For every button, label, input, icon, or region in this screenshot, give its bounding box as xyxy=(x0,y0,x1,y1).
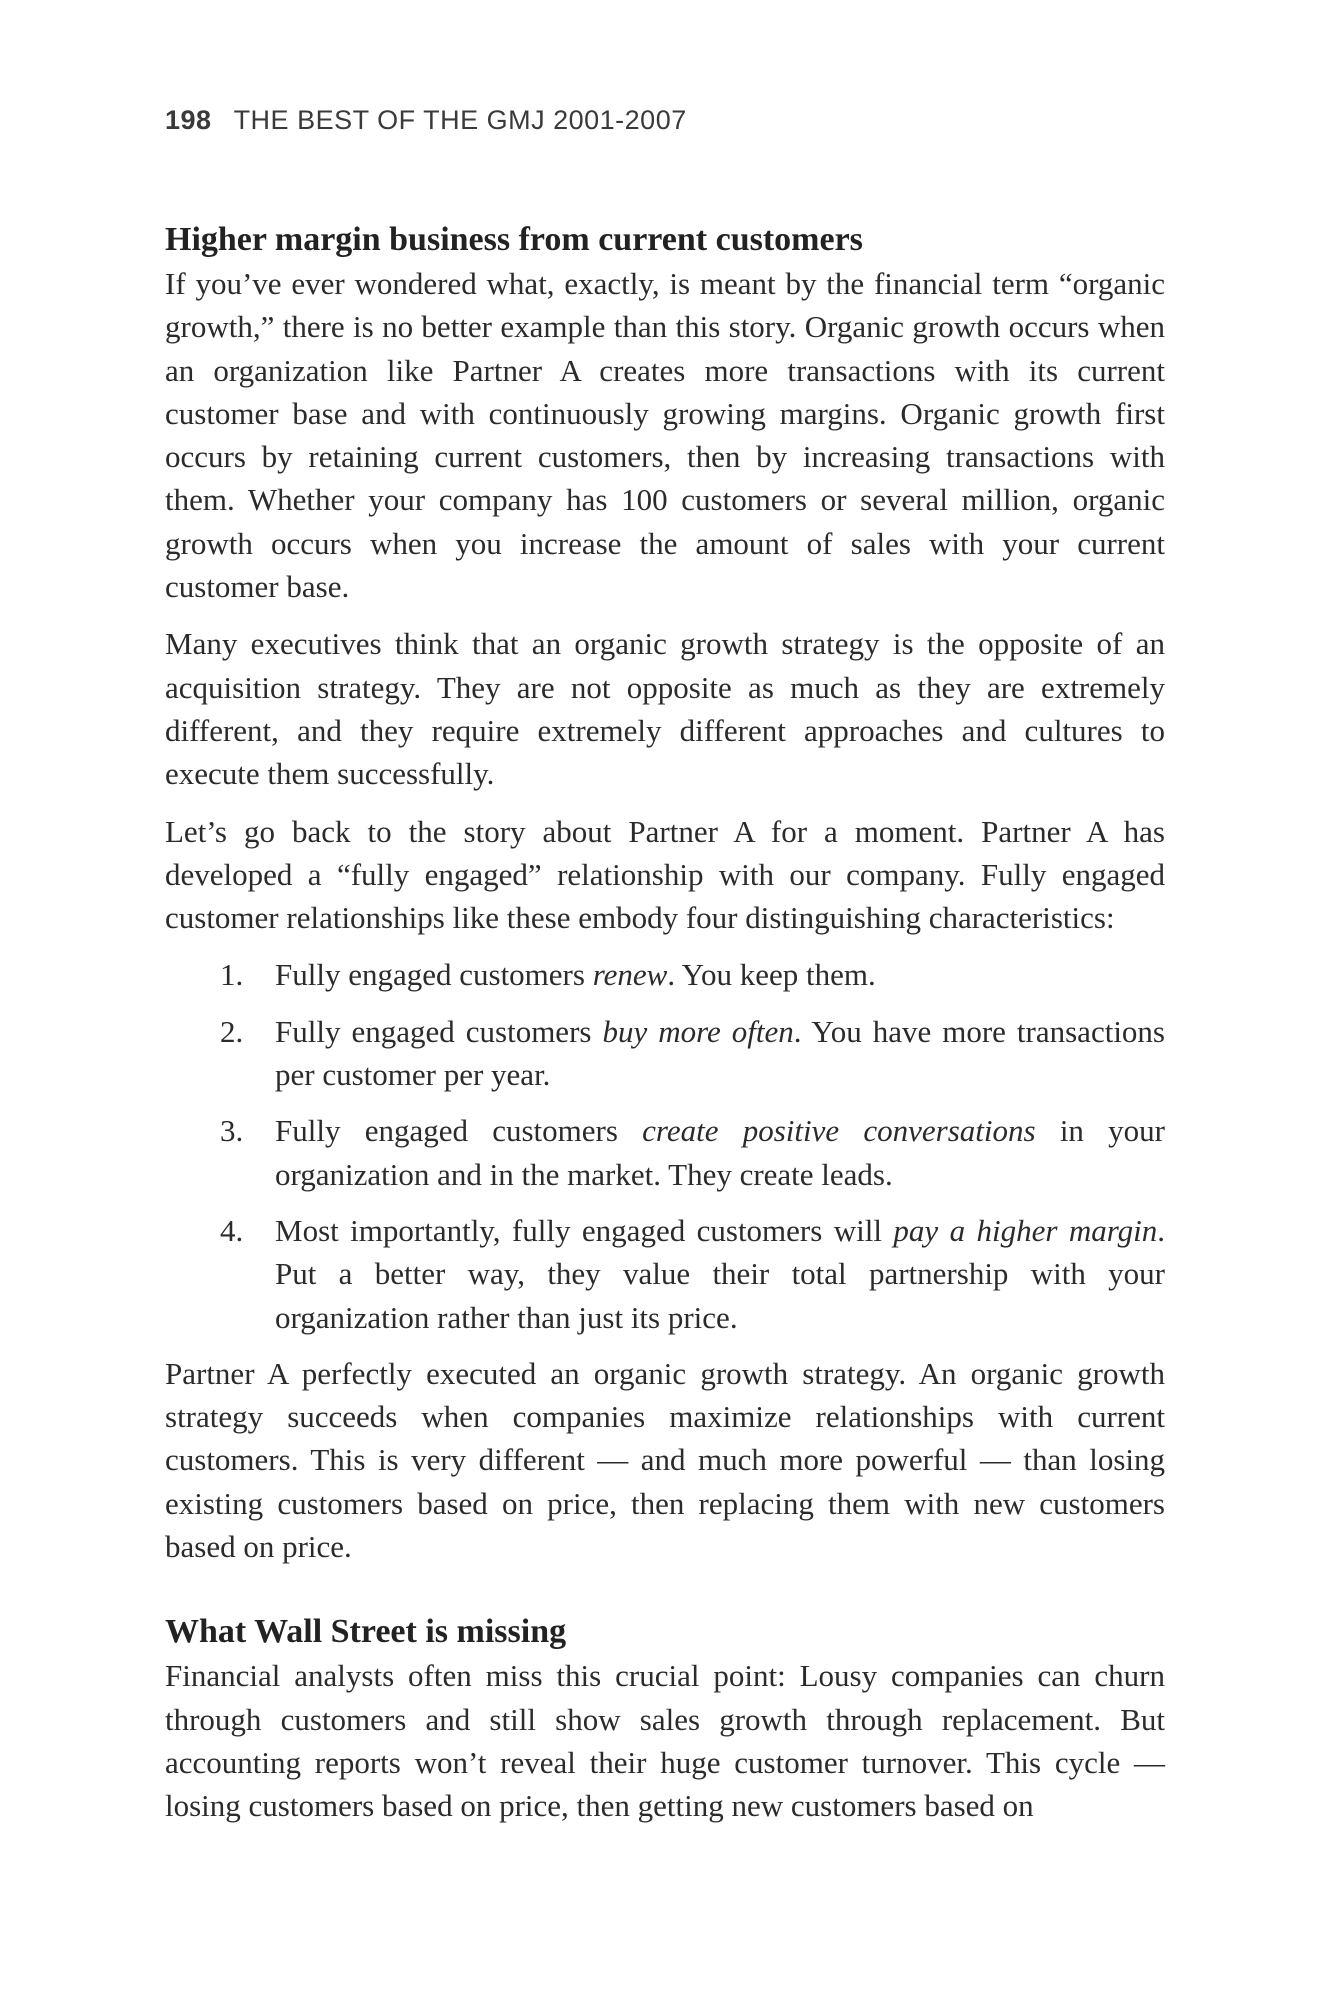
list-item xyxy=(165,1010,1165,1097)
page-number: 198 xyxy=(165,105,212,135)
running-header xyxy=(165,100,1165,140)
list-item xyxy=(165,953,1165,996)
list-item xyxy=(165,1209,1165,1339)
list-text: Fully engaged customers xyxy=(275,1013,603,1049)
list-emphasis: buy more often xyxy=(602,1013,794,1049)
list-text: Fully engaged customers xyxy=(275,957,593,993)
paragraph-partner-a-executed: Partner A perfectly executed an organic growth strategy. An organic growth strategy succeeds when companies maximize relationships with current customers. This is very different — and much more powerful — than losing existing customers based on price, then replacing them with new customers based on price. xyxy=(165,1355,1165,1565)
paragraph-executives: Many executives think that an organic growth strategy is the opposite of an acquisition strategy. They are not opposite as much as they are extremely different, and they require extremely different approaches and cultures to execute them successfully. xyxy=(165,626,1165,792)
book-title: THE BEST OF THE GMJ 2001-2007 xyxy=(233,105,687,135)
list-item xyxy=(165,1109,1165,1196)
list-text: Most importantly, fully engaged customers will xyxy=(275,1212,894,1248)
list-number: 2. xyxy=(220,1013,244,1049)
paragraph-partner-a: Let’s go back to the story about Partner A for a moment. Partner A has developed a “fully engaged” relationship with our company. Fully engaged customer relationships like these embody four distinguishing characteristics: xyxy=(165,813,1165,936)
list-number: 3. xyxy=(220,1113,244,1149)
list-text: in your organization and in the market. They create leads. xyxy=(275,1113,1165,1192)
list-text: . You keep them. xyxy=(667,957,876,993)
list-number: 1. xyxy=(220,957,244,993)
paragraph-organic-growth: If you’ve ever wondered what, exactly, is meant by the financial term “organic growth,” there is no better example than this story. Organic growth occurs when an organization like Partner A creates more transactions with its current customer base and with continuously growing margins. Organic growth first occurs by retaining current customers, then by increasing transactions with them. Whether your company has 100 customers or several million, organic growth occurs when you increase the amount of sales with your current customer base. xyxy=(165,266,1165,605)
book-page xyxy=(165,100,1165,1980)
list-emphasis: pay a higher margin xyxy=(893,1212,1158,1248)
characteristics-list xyxy=(165,953,1165,1338)
list-emphasis: renew xyxy=(592,957,668,993)
section-heading-wall-street: What Wall Street is missing xyxy=(165,1613,567,1651)
section-heading-higher-margin: Higher margin business from current customers xyxy=(165,221,863,258)
list-text: . Put a better way, they value their total partnership with your organization rather than just its price. xyxy=(275,1212,1166,1335)
list-text: Fully engaged customers xyxy=(275,1113,643,1149)
list-text: . You have more transactions per customer per year. xyxy=(275,1013,1165,1093)
paragraph-financial-analysts: Financial analysts often miss this crucial point: Lousy companies can churn through customers and still show sales growth through replacement. But accounting reports won’t reveal their huge customer turnover. This cycle — losing customers based on price, then getting new customers based on xyxy=(165,1658,1165,1824)
list-number: 4. xyxy=(220,1212,244,1248)
list-emphasis: create positive conversations xyxy=(642,1113,1036,1149)
